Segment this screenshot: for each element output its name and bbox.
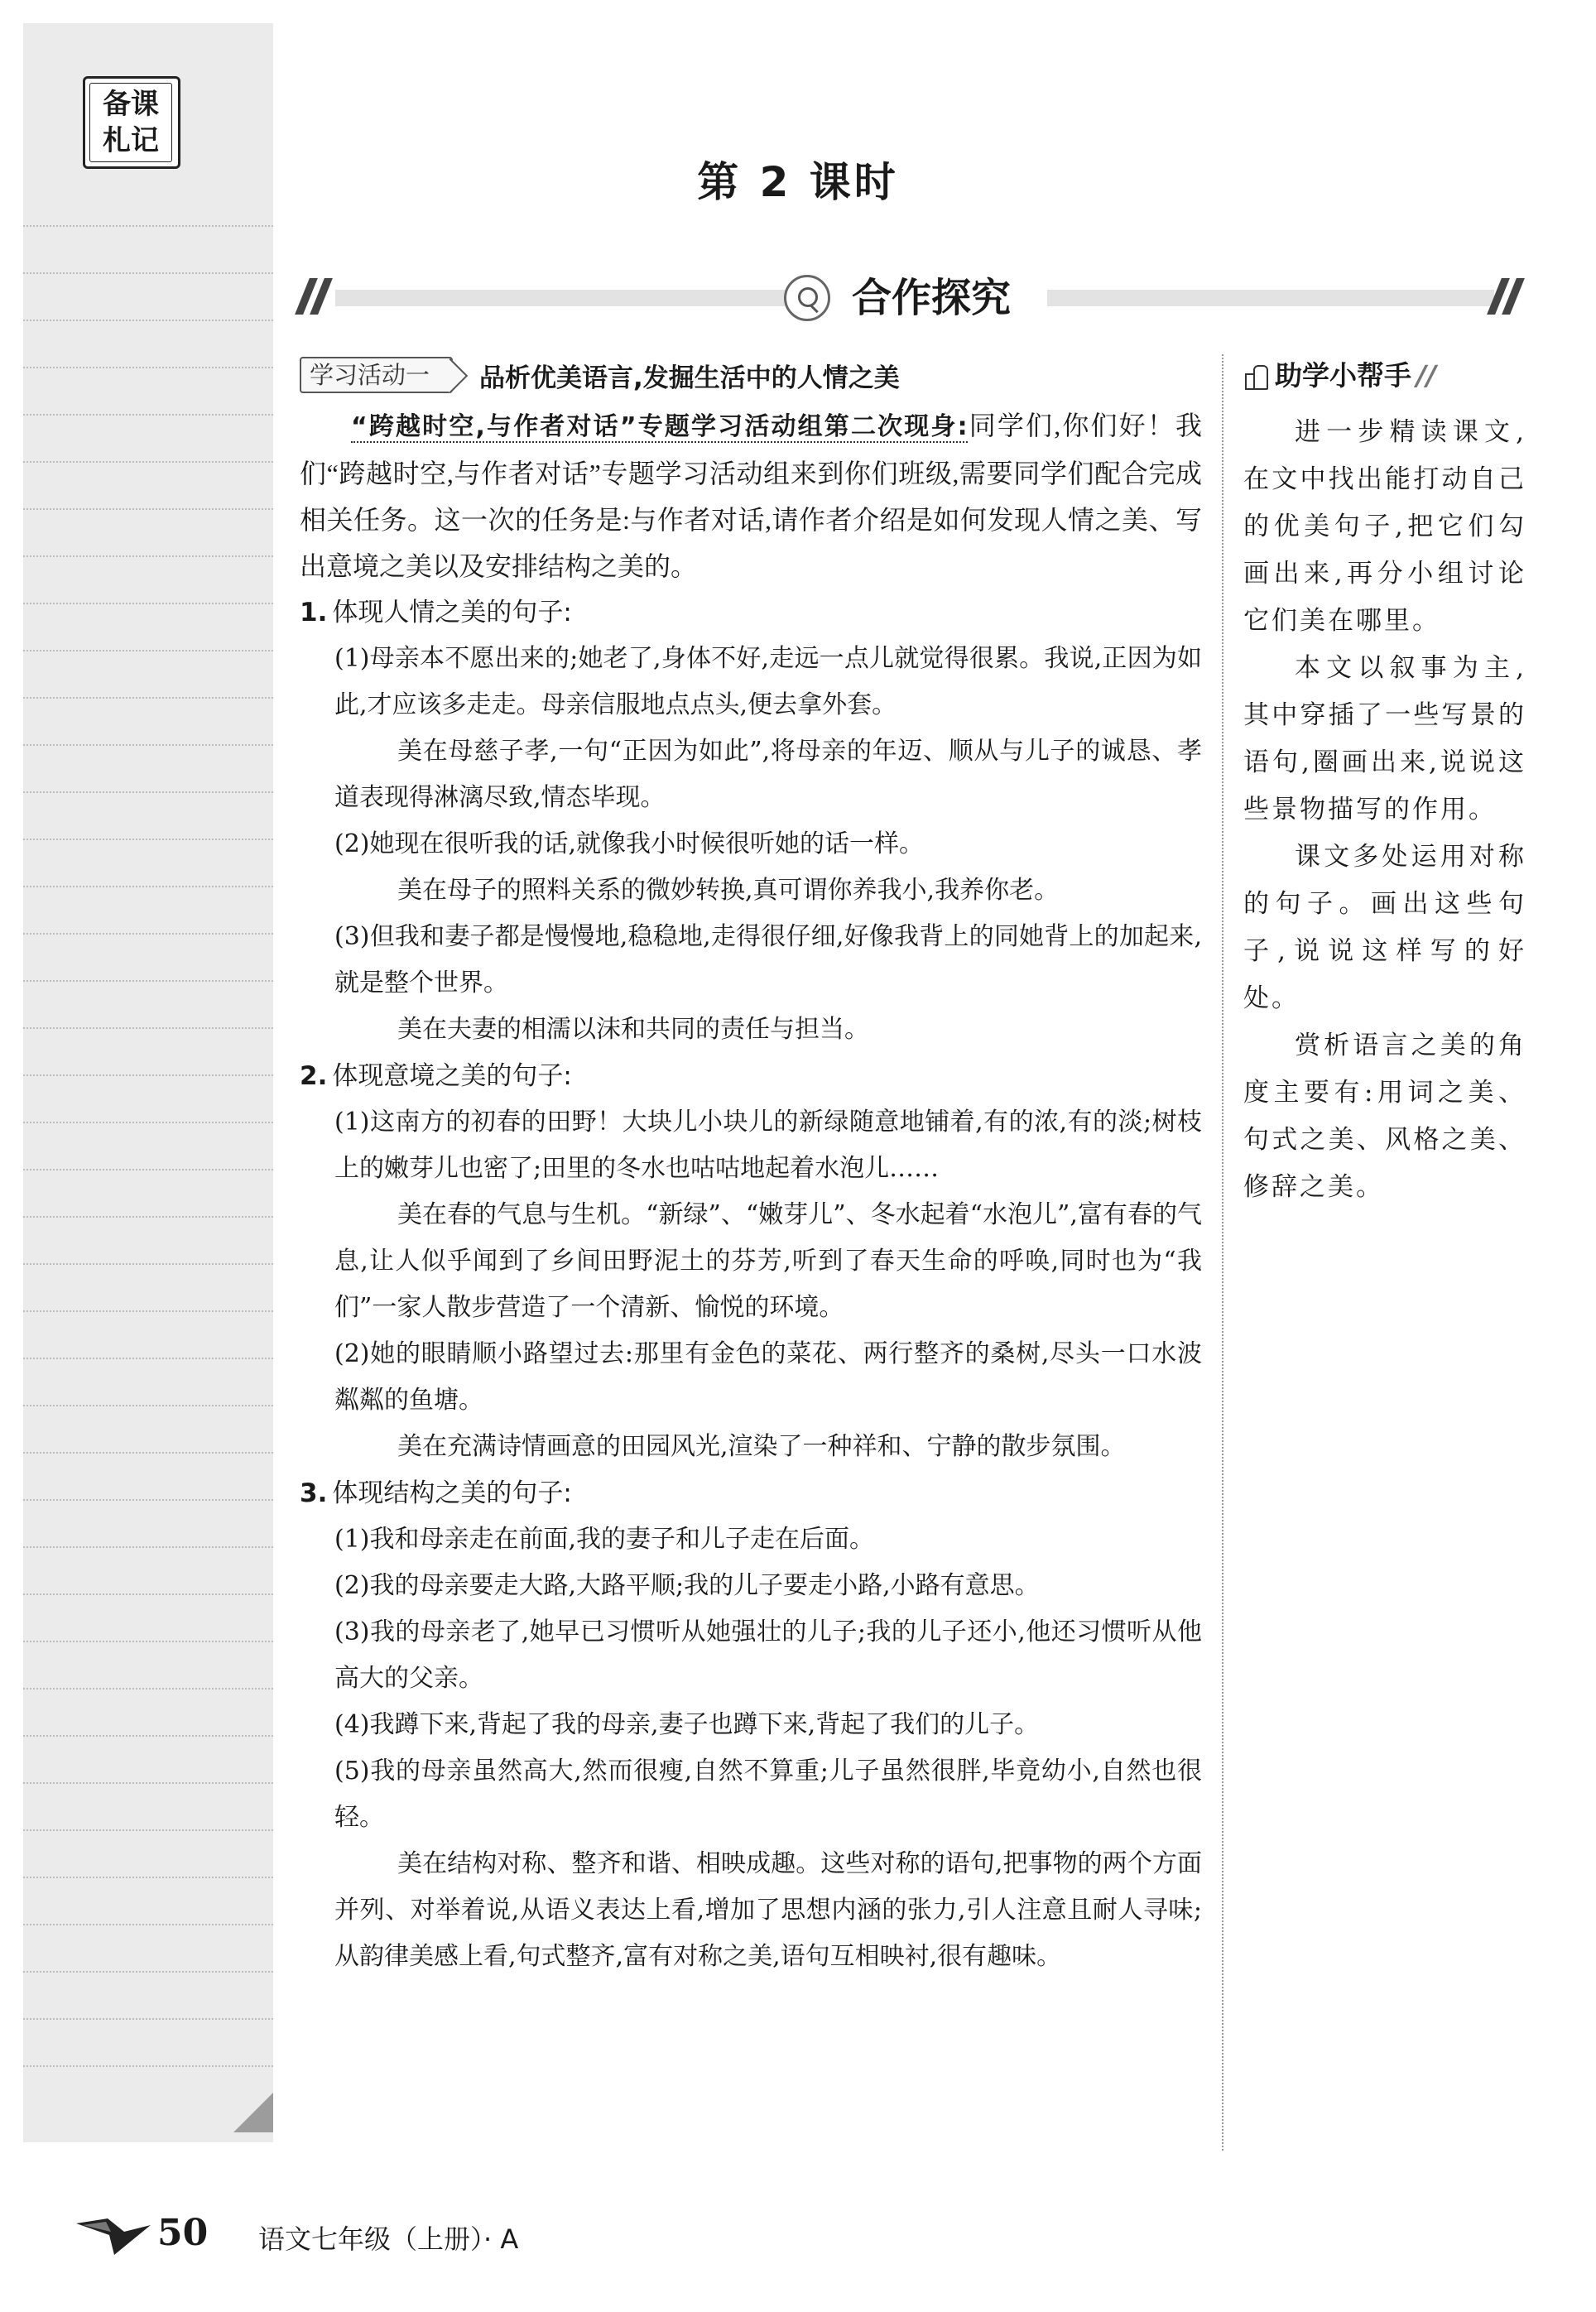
notes-ruled-line <box>23 886 273 887</box>
quote-sentence: (2)她的眼睛顺小路望过去:那里有金色的菜花、两行整齐的桑树,尽头一口水波粼粼的鱼塘。 <box>334 1339 1202 1415</box>
activity-tag: 学习活动一 <box>300 357 453 393</box>
column-divider <box>1222 354 1223 2151</box>
question-title: 体现意境之美的句子: <box>332 1061 572 1091</box>
bird-logo-icon <box>75 2207 154 2257</box>
notes-ruled-line <box>23 1074 273 1076</box>
question-title: 体现人情之美的句子: <box>332 598 572 627</box>
notes-badge-line1: 备课 <box>103 88 159 121</box>
notes-ruled-line <box>23 1169 273 1170</box>
quote-sentence: (1)这南方的初春的田野！大块儿小块儿的新绿随意地铺着,有的浓,有的淡;树枝上的嫩芽儿也密了;田里的冬水也咕咕地起着水泡儿…… <box>334 1108 1202 1183</box>
thumbs-up-icon <box>1243 363 1268 388</box>
sidebar-tip: 本文以叙事为主,其中穿插了一些写景的语句,圈画出来,说说这些景物描写的作用。 <box>1243 653 1526 824</box>
notes-ruled-line <box>23 1122 273 1123</box>
notes-ruled-line <box>23 1829 273 1831</box>
notes-ruled-line <box>23 1593 273 1595</box>
section-band-right <box>1047 290 1494 306</box>
quote-sentence: (2)我的母亲要走大路,大路平顺;我的儿子要走小路,小路有意思。 <box>334 1571 1040 1600</box>
analysis-note: 美在充满诗情画意的田园风光,渲染了一种祥和、宁静的散步氛围。 <box>397 1432 1126 1461</box>
analysis-note: 美在母慈子孝,一句“正因为如此”,将母亲的年迈、顺从与儿子的诚恳、孝道表现得淋漓尽致,情态毕现。 <box>334 737 1202 812</box>
quote-sentence: (3)我的母亲老了,她早已习惯听从她强壮的儿子;我的儿子还小,他还习惯听从他高大的父亲。 <box>334 1617 1202 1693</box>
main-content <box>300 354 1202 1980</box>
page-corner-fold <box>233 2093 273 2132</box>
notes-ruled-line <box>23 697 273 699</box>
notes-ruled-line <box>23 2018 273 2020</box>
question-title: 体现结构之美的句子: <box>332 1478 572 1508</box>
notes-ruled-line <box>23 1688 273 1690</box>
sidebar-tip: 课文多处运用对称的句子。画出这些句子,说说这样写的好处。 <box>1243 842 1526 1013</box>
analysis-note: 美在母子的照料关系的微妙转换,真可谓你养我小,我养你老。 <box>397 876 1060 905</box>
intro-lead: “跨越时空,与作者对话”专题学习活动组第二次现身: <box>351 412 968 441</box>
notes-ruled-line <box>23 1546 273 1548</box>
decorative-slash: // <box>1416 359 1437 392</box>
notes-ruled-line <box>23 1216 273 1218</box>
activity-title: 品析优美语言,发掘生活中的人情之美 <box>479 363 900 393</box>
notes-ruled-line <box>23 650 273 651</box>
notes-ruled-line <box>23 320 273 321</box>
notes-ruled-line <box>23 1924 273 1925</box>
notes-ruled-line <box>23 414 273 416</box>
lesson-title: 第 2 课时 <box>697 158 899 206</box>
section-title: 合作探究 <box>840 272 1022 324</box>
notes-ruled-line <box>23 1263 273 1265</box>
analysis-note: 美在夫妻的相濡以沫和共同的责任与担当。 <box>397 1015 869 1044</box>
analysis-note: 美在结构对称、整齐和谐、相映成趣。这些对称的语句,把事物的两个方面并列、对举着说,从语义表达上看,增加了思想内涵的张力,引人注意且耐人寻味;从韵律美感上看,句式整齐,富有对称之美,语句互相映衬,很有趣味。 <box>334 1849 1202 1971</box>
notes-ruled-line <box>23 1971 273 1973</box>
notes-ruled-line <box>23 555 273 557</box>
notes-ruled-line <box>23 225 273 227</box>
notes-ruled-line <box>23 461 273 463</box>
question-number: 3. <box>300 1478 328 1508</box>
notes-ruled-line <box>23 1877 273 1878</box>
study-helper-sidebar <box>1243 354 1526 1211</box>
activity-header <box>300 354 1202 396</box>
notes-ruled-line <box>23 1452 273 1454</box>
intro-paragraph <box>300 402 1202 589</box>
question-heading <box>300 1053 1202 1099</box>
sidebar-tip: 赏析语言之美的角度主要有:用词之美、句式之美、风格之美、修辞之美。 <box>1243 1031 1526 1202</box>
section-band-left <box>335 290 799 306</box>
notes-ruled-line <box>23 2065 273 2067</box>
notes-ruled-line <box>23 1641 273 1642</box>
analysis-note: 美在春的气息与生机。“新绿”、“嫩芽儿”、冬水起着“水泡儿”,富有春的气息,让人似乎闻到了乡间田野泥土的芬芳,听到了春天生命的呼唤,同时也为“我们”一家人散步营造了一个清新、愉悦的环境。 <box>334 1200 1202 1322</box>
quote-sentence: (1)我和母亲走在前面,我的妻子和儿子走在后面。 <box>334 1525 875 1554</box>
quote-sentence: (5)我的母亲虽然高大,然而很瘦,自然不算重;儿子虽然很胖,毕竟幼小,自然也很轻。 <box>334 1757 1202 1832</box>
notes-ruled-line <box>23 1310 273 1312</box>
notes-ruled-line <box>23 1499 273 1501</box>
notes-ruled-line <box>23 272 273 274</box>
section-bar <box>302 272 1527 324</box>
question-heading <box>300 589 1202 636</box>
notes-ruled-line <box>23 980 273 982</box>
page-number: 50 <box>157 2212 209 2254</box>
notes-ruled-line <box>23 791 273 793</box>
notes-ruled-line <box>23 1358 273 1359</box>
question-heading <box>300 1470 1202 1516</box>
notes-ruled-line <box>23 603 273 604</box>
quote-sentence: (2)她现在很听我的话,就像我小时候很听她的话一样。 <box>334 829 925 858</box>
notes-ruled-line <box>23 1782 273 1784</box>
quote-sentence: (1)母亲本不愿出来的;她老了,身体不好,走远一点儿就觉得很累。我说,正因为如此,才应该多走走。母亲信服地点点头,便去拿外套。 <box>334 644 1202 719</box>
notes-ruled-line <box>23 367 273 368</box>
notes-ruled-line <box>23 1405 273 1406</box>
question-number: 1. <box>300 598 328 627</box>
question-number: 2. <box>300 1061 328 1091</box>
notes-column <box>23 23 273 2142</box>
notes-badge-line2: 札记 <box>103 124 159 157</box>
sidebar-heading <box>1243 354 1526 397</box>
notes-ruled-line <box>23 839 273 840</box>
notes-ruled-line <box>23 508 273 510</box>
book-title: 语文七年级（上册）· A <box>258 2223 519 2255</box>
notes-ruled-line <box>23 933 273 935</box>
notes-ruled-line <box>23 744 273 746</box>
notes-ruled-line <box>23 1027 273 1029</box>
intro-text: 同学们,你们好！我们“跨越时空,与作者对话”专题学习活动组来到你们班级,需要同学们配合完成相关任务。这一次的任务是:与作者对话,请作者介绍是如何发现人情之美、写出意境之美以及安排结构之美的。 <box>300 411 1202 581</box>
sidebar-tip: 进一步精读课文,在文中找出能打动自己的优美句子,把它们勾画出来,再分小组讨论它们美在哪里。 <box>1243 417 1526 636</box>
notes-ruled-line <box>23 1735 273 1737</box>
quote-sentence: (3)但我和妻子都是慢慢地,稳稳地,走得很仔细,好像我背上的同她背上的加起来,就是整个世界。 <box>334 922 1202 997</box>
quote-sentence: (4)我蹲下来,背起了我的母亲,妻子也蹲下来,背起了我们的儿子。 <box>334 1710 1040 1739</box>
sidebar-title: 助学小帮手 <box>1275 359 1411 392</box>
magnifier-icon <box>784 275 830 321</box>
